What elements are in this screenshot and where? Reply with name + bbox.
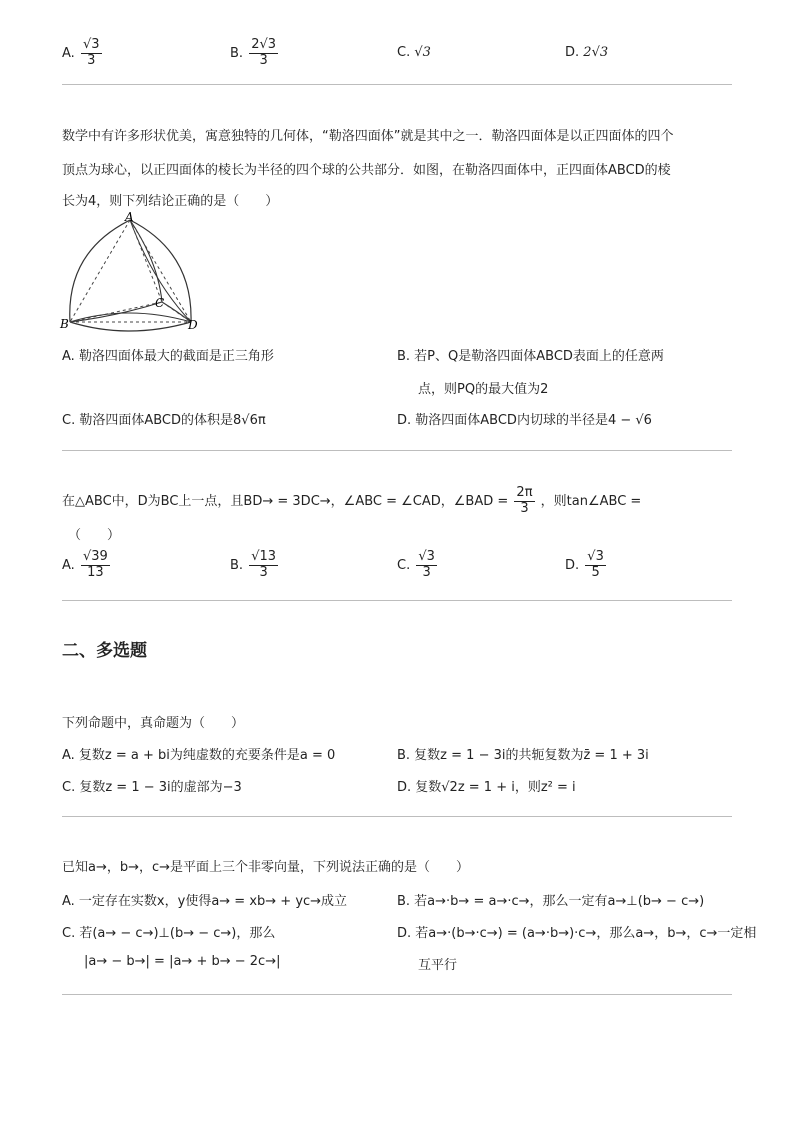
prev-option-c[interactable]: C. √3 [397,45,431,60]
vector-option-c-cont: |a→ − b→| = |a→ + b→ − 2c→| [84,954,281,969]
divider [62,816,732,817]
frac-den: 3 [87,52,96,68]
complex-option-d[interactable]: D. 复数√2z = 1 + i，则z² = i [397,780,576,795]
reuleaux-option-d[interactable]: D. 勒洛四面体ABCD内切球的半径是4 − √6 [397,413,652,428]
complex-option-a[interactable]: A. 复数z = a + bi为纯虚数的充要条件是a = 0 [62,748,336,763]
reuleaux-option-a[interactable]: A. 勒洛四面体最大的截面是正三角形 [62,349,274,364]
complex-option-c[interactable]: C. 复数z = 1 − 3i的虚部为−3 [62,780,242,795]
triangle-option-c[interactable]: C. $\frac{√3}{3}$ [397,549,435,580]
frac-num: √39 [82,549,108,564]
vertex-label-a: A [125,212,134,224]
reuleaux-stem-line3: 长为4，则下列结论正确的是（ ） [62,194,279,209]
vertex-label-d: D [188,318,198,332]
vector-option-c[interactable]: C. 若(a→ − c→)⊥(b→ − c→)，那么 [62,926,276,941]
divider [62,450,732,451]
prev-option-b[interactable]: B. $\frac{2√3}{3}$ [230,37,277,68]
frac-num: √13 [251,549,277,564]
reuleaux-tetrahedron-figure [58,212,208,334]
vector-option-b[interactable]: B. 若a→·b→ = a→·c→，那么一定有a→⊥(b→ − c→) [397,894,705,909]
triangle-option-d[interactable]: D. $\frac{√3}{5}$ [565,549,604,580]
prev-option-d[interactable]: D. 2√3 [565,45,609,60]
vector-stem: 已知a→，b→，c→是平面上三个非零向量，下列说法正确的是（ ） [62,860,470,875]
frac-num: √3 [587,549,604,564]
triangle-option-a[interactable]: A. $\frac{√39}{13}$ [62,549,108,580]
frac-num: √3 [418,549,435,564]
frac-den: 3 [259,52,268,68]
frac-num: √3 [82,37,100,52]
reuleaux-option-c[interactable]: C. 勒洛四面体ABCD的体积是8√6π [62,413,266,428]
section-title: 二、多选题 [62,641,147,661]
frac-den: 13 [87,564,104,580]
divider [62,994,732,995]
frac-num: 2√3 [251,37,277,52]
reuleaux-stem-line1: 数学中有许多形状优美，寓意独特的几何体，“勒洛四面体”就是其中之一．勒洛四面体是以正四面体的四个 [62,129,674,144]
vector-option-a[interactable]: A. 一定存在实数x，y使得a→ = xb→ + yc→成立 [62,894,348,909]
triangle-stem: 在△ABC中，D为BC上一点，且BD→ = 3DC→，∠ABC = ∠CAD，∠BAD = $\frac{2\pi}{3}$ ，则tan∠ABC = [62,485,642,516]
vertex-label-c: C [155,296,165,310]
complex-option-b[interactable]: B. 复数z = 1 − 3i的共轭复数为z̄ = 1 + 3i [397,748,649,763]
frac-den: 3 [422,564,431,580]
reuleaux-option-b-cont: 点，则PQ的最大值为2 [418,382,549,397]
divider [62,600,732,601]
triangle-answer-paren: （ ） [68,528,121,543]
reuleaux-option-b[interactable]: B. 若P、Q是勒洛四面体ABCD表面上的任意两 [397,349,664,364]
vector-option-d-cont: 互平行 [418,958,458,973]
frac-num: 2π [516,485,533,500]
reuleaux-stem-line2: 顶点为球心，以正四面体的棱长为半径的四个球的公共部分．如图，在勒洛四面体中，正四面体ABCD的棱 [62,163,671,178]
frac-den: 5 [591,564,600,580]
divider [62,84,732,85]
frac-den: 3 [259,564,268,580]
prev-option-a[interactable]: A. $\frac{√3}{3}$ [62,37,100,68]
vertex-label-b: B [60,317,69,331]
triangle-option-b[interactable]: B. $\frac{√13}{3}$ [230,549,277,580]
frac-den: 3 [520,500,529,516]
complex-stem: 下列命题中，真命题为（ ） [62,716,245,731]
vector-option-d[interactable]: D. 若a→·(b→·c→) = (a→·b→)·c→，那么a→，b→，c→一定相 [397,926,757,941]
